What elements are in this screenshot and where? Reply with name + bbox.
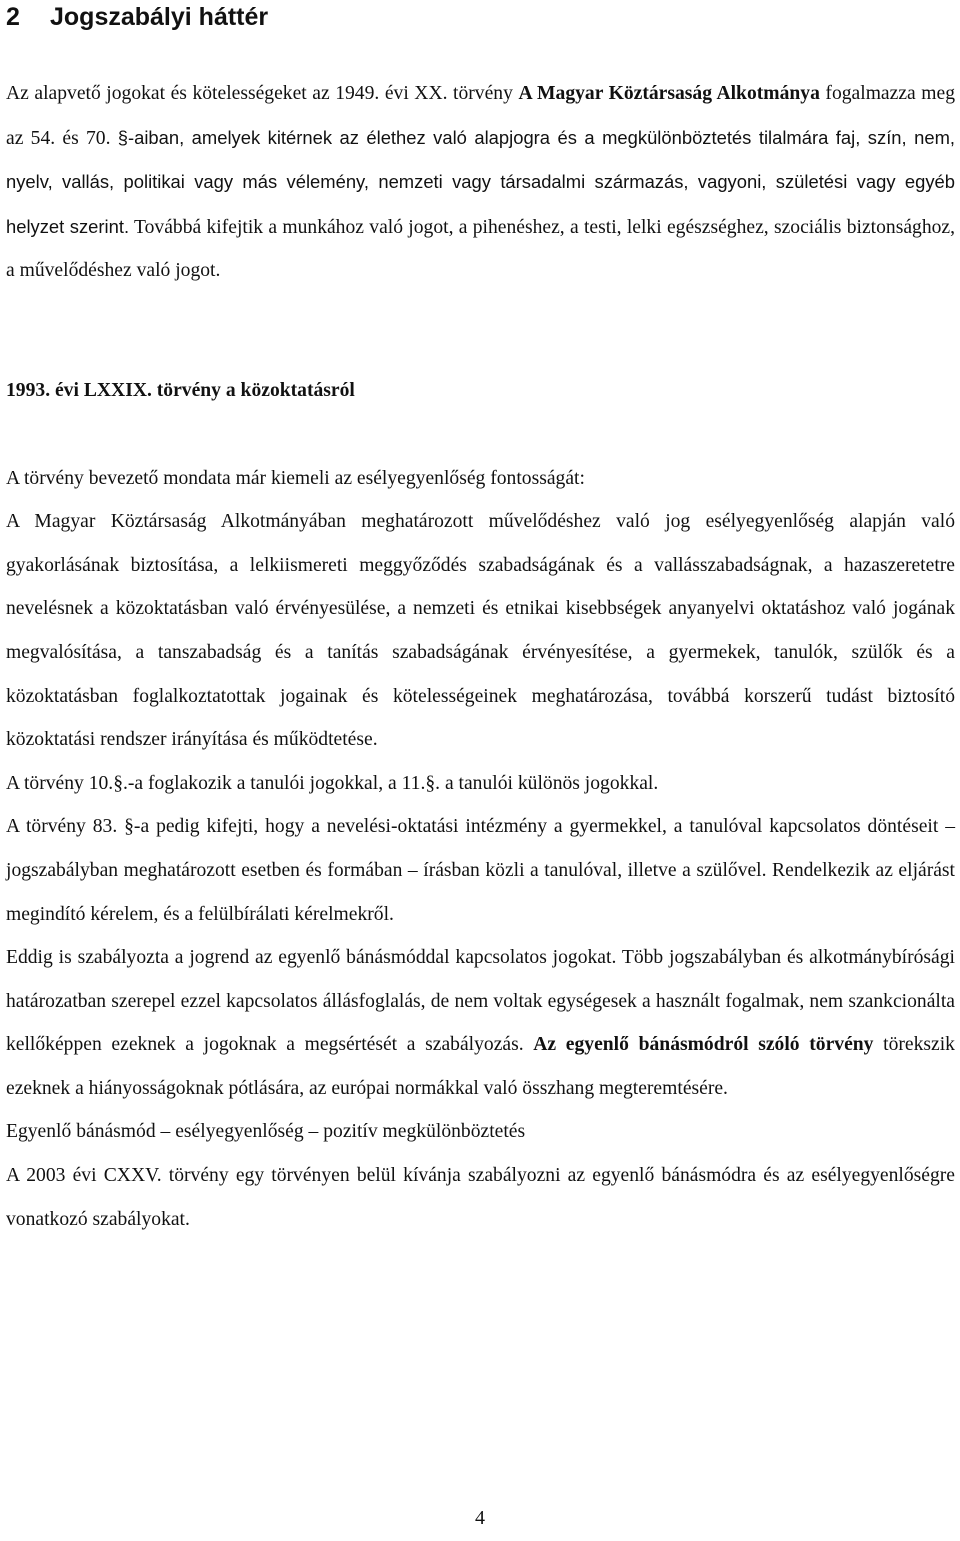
section-heading	[6, 0, 955, 32]
paragraph-equal-treatment	[6, 936, 955, 1110]
paragraph-section-10: A törvény 10.§.-a foglakozik a tanulói jogokkal, a 11.§. a tanulói különös jogokkal.	[6, 772, 659, 794]
paragraph-2003-law: A 2003 évi CXXV. törvény egy törvényen belül kívánja szabályozni az egyenlő bánásmódra és az esélyegyenlőségre vonatkozó szabályokat.	[6, 1165, 955, 1230]
paragraph-text: Eddig is szabályozta a jogrend az egyenlő bánásmóddal kapcsolatos jogokat. Több jogszabályban és alkotmánybírósági határozatban szerepel ezzel kapcsolatos állásfoglalás, de nem voltak egységesek a használt fogalmak, nem szankcionálta kellőképpen ezeknek a jogoknak a megsértését a szabályozás.	[6, 947, 955, 1056]
paragraph-text: Az alapvető jogokat és kötelességeket az 1949. évi XX. törvény	[6, 83, 519, 104]
paragraph-intro: A törvény bevezető mondata már kiemeli az esélyegyenlőség fontosságát:	[6, 467, 585, 489]
paragraph-text: törekszik ezeknek a hiányosságoknak pótlására, az európai normákkal való összhang megteremtésére.	[6, 1034, 955, 1099]
bold-constitution-title: A Magyar Köztársaság Alkotmánya	[518, 83, 820, 104]
paragraph-text: Továbbá kifejtik a munkához való jogot, a pihenéshez, a testi, lelki egészséghez, szociális biztonsághoz, a művelődéshez való jogot.	[6, 216, 956, 282]
paragraph-text: fogalmazza meg az 54. és 70.	[6, 83, 955, 149]
paragraph-text-sans: §-aiban, amelyek kitérnek az élethez való alapjogra és a megkülönböztetés tilalmára faj, szín, nem, nyelv, vallás, politikai vagy más vélemény, nemzeti vagy társadalmi származás, vagyoni, születési vagy egyéb helyzet szerint.	[6, 126, 955, 237]
page-number: 4	[475, 1507, 485, 1529]
paragraph-law-preamble: A Magyar Köztársaság Alkotmányában meghatározott művelődéshez való jog esélyegyenlőség alapján való gyakorlásának biztosítása, a lelkiismereti meggyőződés szabadságának és a vallásszabadságnak, a hazaszeretetre nevelésnek a közoktatásban való érvényesülése, a nemzeti és etnikai kisebbségek anyanyelvi oktatáshoz való jogának megvalósítása, a tanszabadság és a tanítás szabadságának érvényesítése, a gyermekek, tanulók, szülők és a közoktatásban foglalkoztatottak jogainak és kötelességeinek meghatározása, továbbá korszerű tudást biztosító közoktatási rendszer irányítása és működtetése.	[6, 511, 955, 751]
paragraph-section-83: A törvény 83. §-a pedig kifejti, hogy a nevelési-oktatási intézmény a gyermekkel, a tanulóval kapcsolatos döntéseit – jogszabályban meghatározott esetben és formában – írásban közli a tanulóval, illetve a szülővel. Rendelkezik az eljárást megindító kérelem, és a felülbírálati kérelmekről.	[6, 816, 955, 925]
document-page	[6, 0, 955, 1241]
paragraph-concepts: Egyenlő bánásmód – esélyegyenlőség – pozitív megkülönböztetés	[6, 1121, 526, 1143]
law-heading: 1993. évi LXXIX. törvény a közoktatásról	[6, 379, 355, 401]
section-number: 2	[6, 3, 20, 31]
section-title: Jogszabályi háttér	[50, 3, 269, 31]
bold-law-title: Az egyenlő bánásmódról szóló törvény	[533, 1034, 874, 1056]
paragraph-constitution	[6, 72, 955, 293]
